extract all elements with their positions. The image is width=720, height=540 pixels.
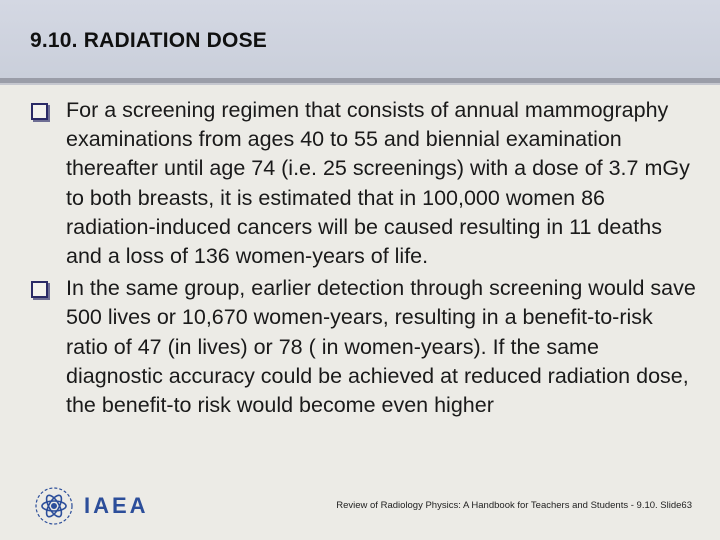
bullet-item (30, 274, 698, 420)
bullet-item (30, 96, 698, 271)
slide-body (30, 96, 698, 420)
checkbox-square-icon (31, 103, 48, 120)
header-divider-light (0, 83, 720, 85)
iaea-atom-laurel-icon (36, 488, 72, 524)
checkbox-square-icon (31, 281, 48, 298)
bullet-text: For a screening regimen that consists of annual mammography examinations from ages 40 to 55 and biennial examination thereafter until age 74 (i.e. 25 screenings) with a dose of 3.7 mGy to both breasts, it is estimated that in 100,000 women 86 radiation-induced cancers will be caused resulting in 11 deaths and a loss of 136 women-years of life. (66, 98, 690, 269)
slide-footer: Review of Radiology Physics: A Handbook for Teachers and Students - 9.10. Slide63 (336, 500, 692, 511)
slide-title: 9.10. RADIATION DOSE (30, 29, 267, 52)
logo-text: IAEA (84, 493, 149, 518)
bullet-text: In the same group, earlier detection through screening would save 500 lives or 10,670 women-years, resulting in a benefit-to-risk ratio of 47 (in lives) or 78 ( in women-years). If the same diagnostic accuracy could be achieved at reduced radiation dose, the benefit-to risk would become even higher (66, 276, 696, 418)
